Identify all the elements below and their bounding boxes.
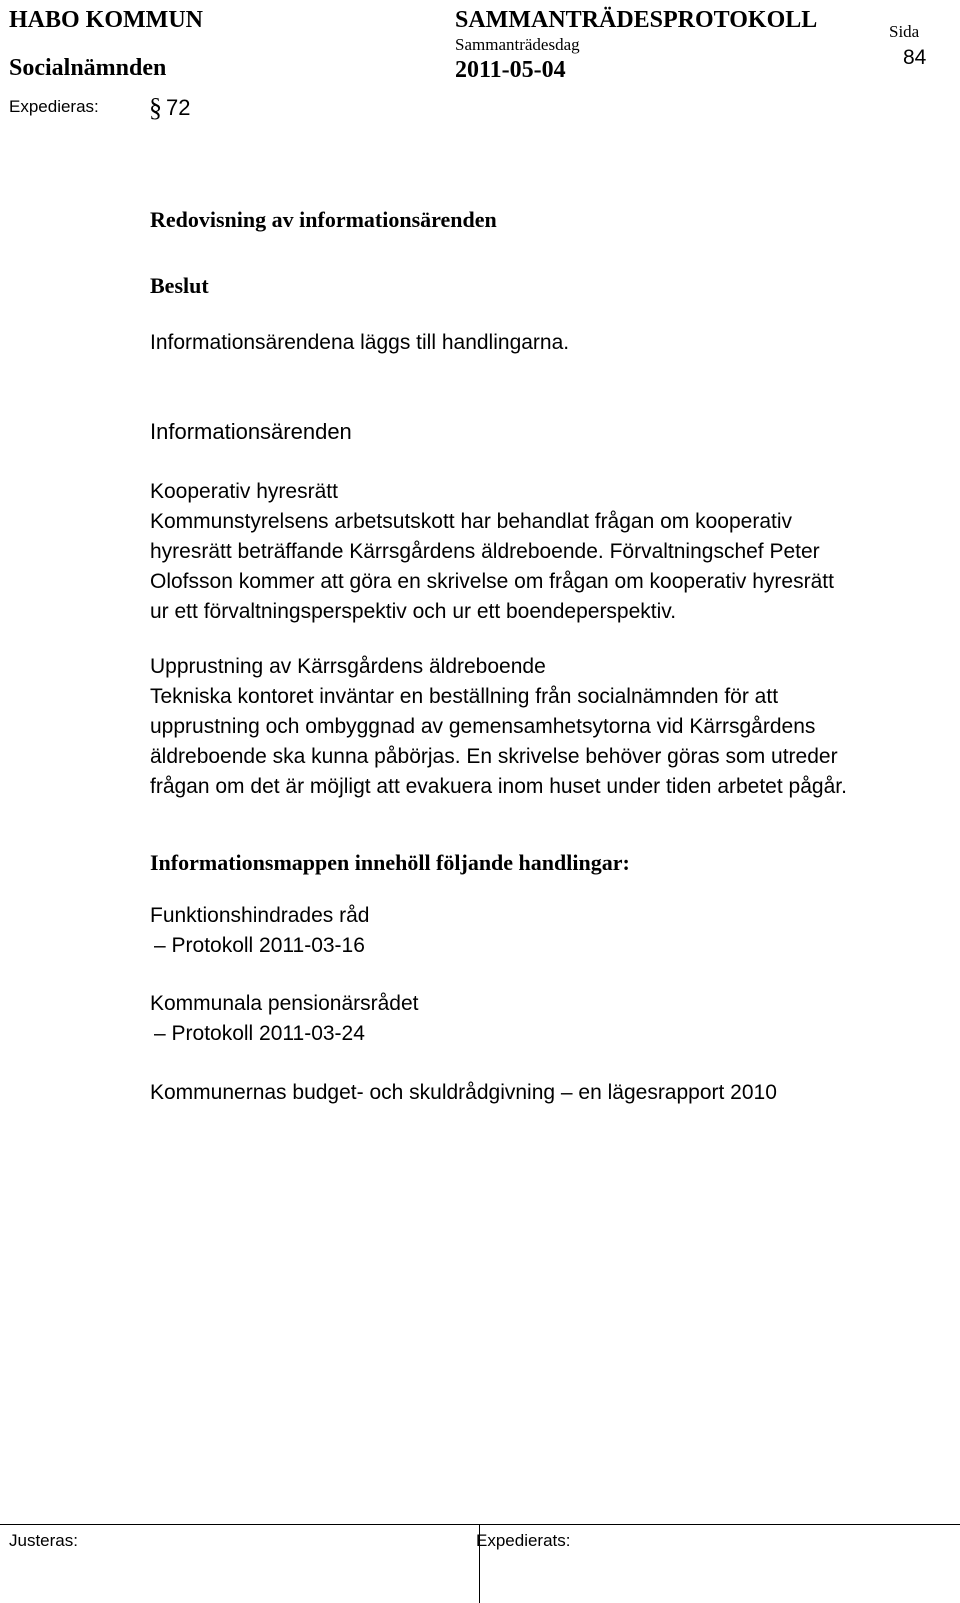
item-line: frågan om det är möjligt att evakuera inom huset under tiden arbetet pågår. xyxy=(150,775,847,798)
adjusted-label: Justeras: xyxy=(9,1531,78,1550)
doc-item: – Protokoll 2011-03-24 xyxy=(154,1022,365,1045)
item-title: Kooperativ hyresrätt xyxy=(150,480,338,503)
decision-text: Informationsärendena läggs till handlingarna. xyxy=(150,331,570,354)
page-label: Sida xyxy=(889,22,920,41)
doc-item: – Protokoll 2011-03-16 xyxy=(154,934,365,957)
decision-heading: Beslut xyxy=(150,273,209,298)
dispatched-footer-label: Expedierats: xyxy=(476,1531,571,1550)
footer-divider xyxy=(0,1524,960,1525)
doc-type: SAMMANTRÄDESPROTOKOLL xyxy=(455,7,818,33)
item-line: Tekniska kontoret inväntar en beställning från socialnämnden för att xyxy=(150,685,779,708)
item-line: ur ett förvaltningsperspektiv och ur ett boendeperspektiv. xyxy=(150,600,677,623)
meeting-date: 2011-05-04 xyxy=(455,57,566,83)
page-title: Redovisning av informationsärenden xyxy=(150,207,497,232)
org-name: HABO KOMMUN xyxy=(9,7,203,33)
item-line: äldreboende ska kunna påbörjas. En skrivelse behöver göras som utreder xyxy=(150,745,838,768)
item-title: Upprustning av Kärrsgårdens äldreboende xyxy=(150,655,546,678)
page-number: 84 xyxy=(903,46,927,69)
paragraph-number: 72 xyxy=(166,95,191,120)
meeting-date-label: Sammanträdesdag xyxy=(455,35,580,54)
committee-name: Socialnämnden xyxy=(9,55,167,81)
paragraph-mark: § xyxy=(149,93,162,122)
info-item-kooperativ xyxy=(150,477,940,627)
info-heading: Informationsärenden xyxy=(150,419,352,444)
item-line: Kommunstyrelsens arbetsutskott har behandlat frågan om kooperativ xyxy=(150,510,793,533)
doc-source: Funktionshindrades råd xyxy=(150,904,370,927)
doc-source: Kommunala pensionärsrådet xyxy=(150,992,419,1015)
dispatched-label: Expedieras: xyxy=(9,97,99,116)
item-line: upprustning och ombyggnad av gemensamhetsytorna vid Kärrsgårdens xyxy=(150,715,816,738)
item-line: hyresrätt beträffande Kärrsgårdens äldreboende. Förvaltningschef Peter xyxy=(150,540,820,563)
doc-item: Kommunernas budget- och skuldrådgivning – en lägesrapport 2010 xyxy=(150,1081,777,1104)
info-item-upprustning xyxy=(150,652,940,802)
item-line: Olofsson kommer att göra en skrivelse om frågan om kooperativ hyresrätt xyxy=(150,570,834,593)
folder-heading: Informationsmappen innehöll följande handlingar: xyxy=(150,850,630,875)
